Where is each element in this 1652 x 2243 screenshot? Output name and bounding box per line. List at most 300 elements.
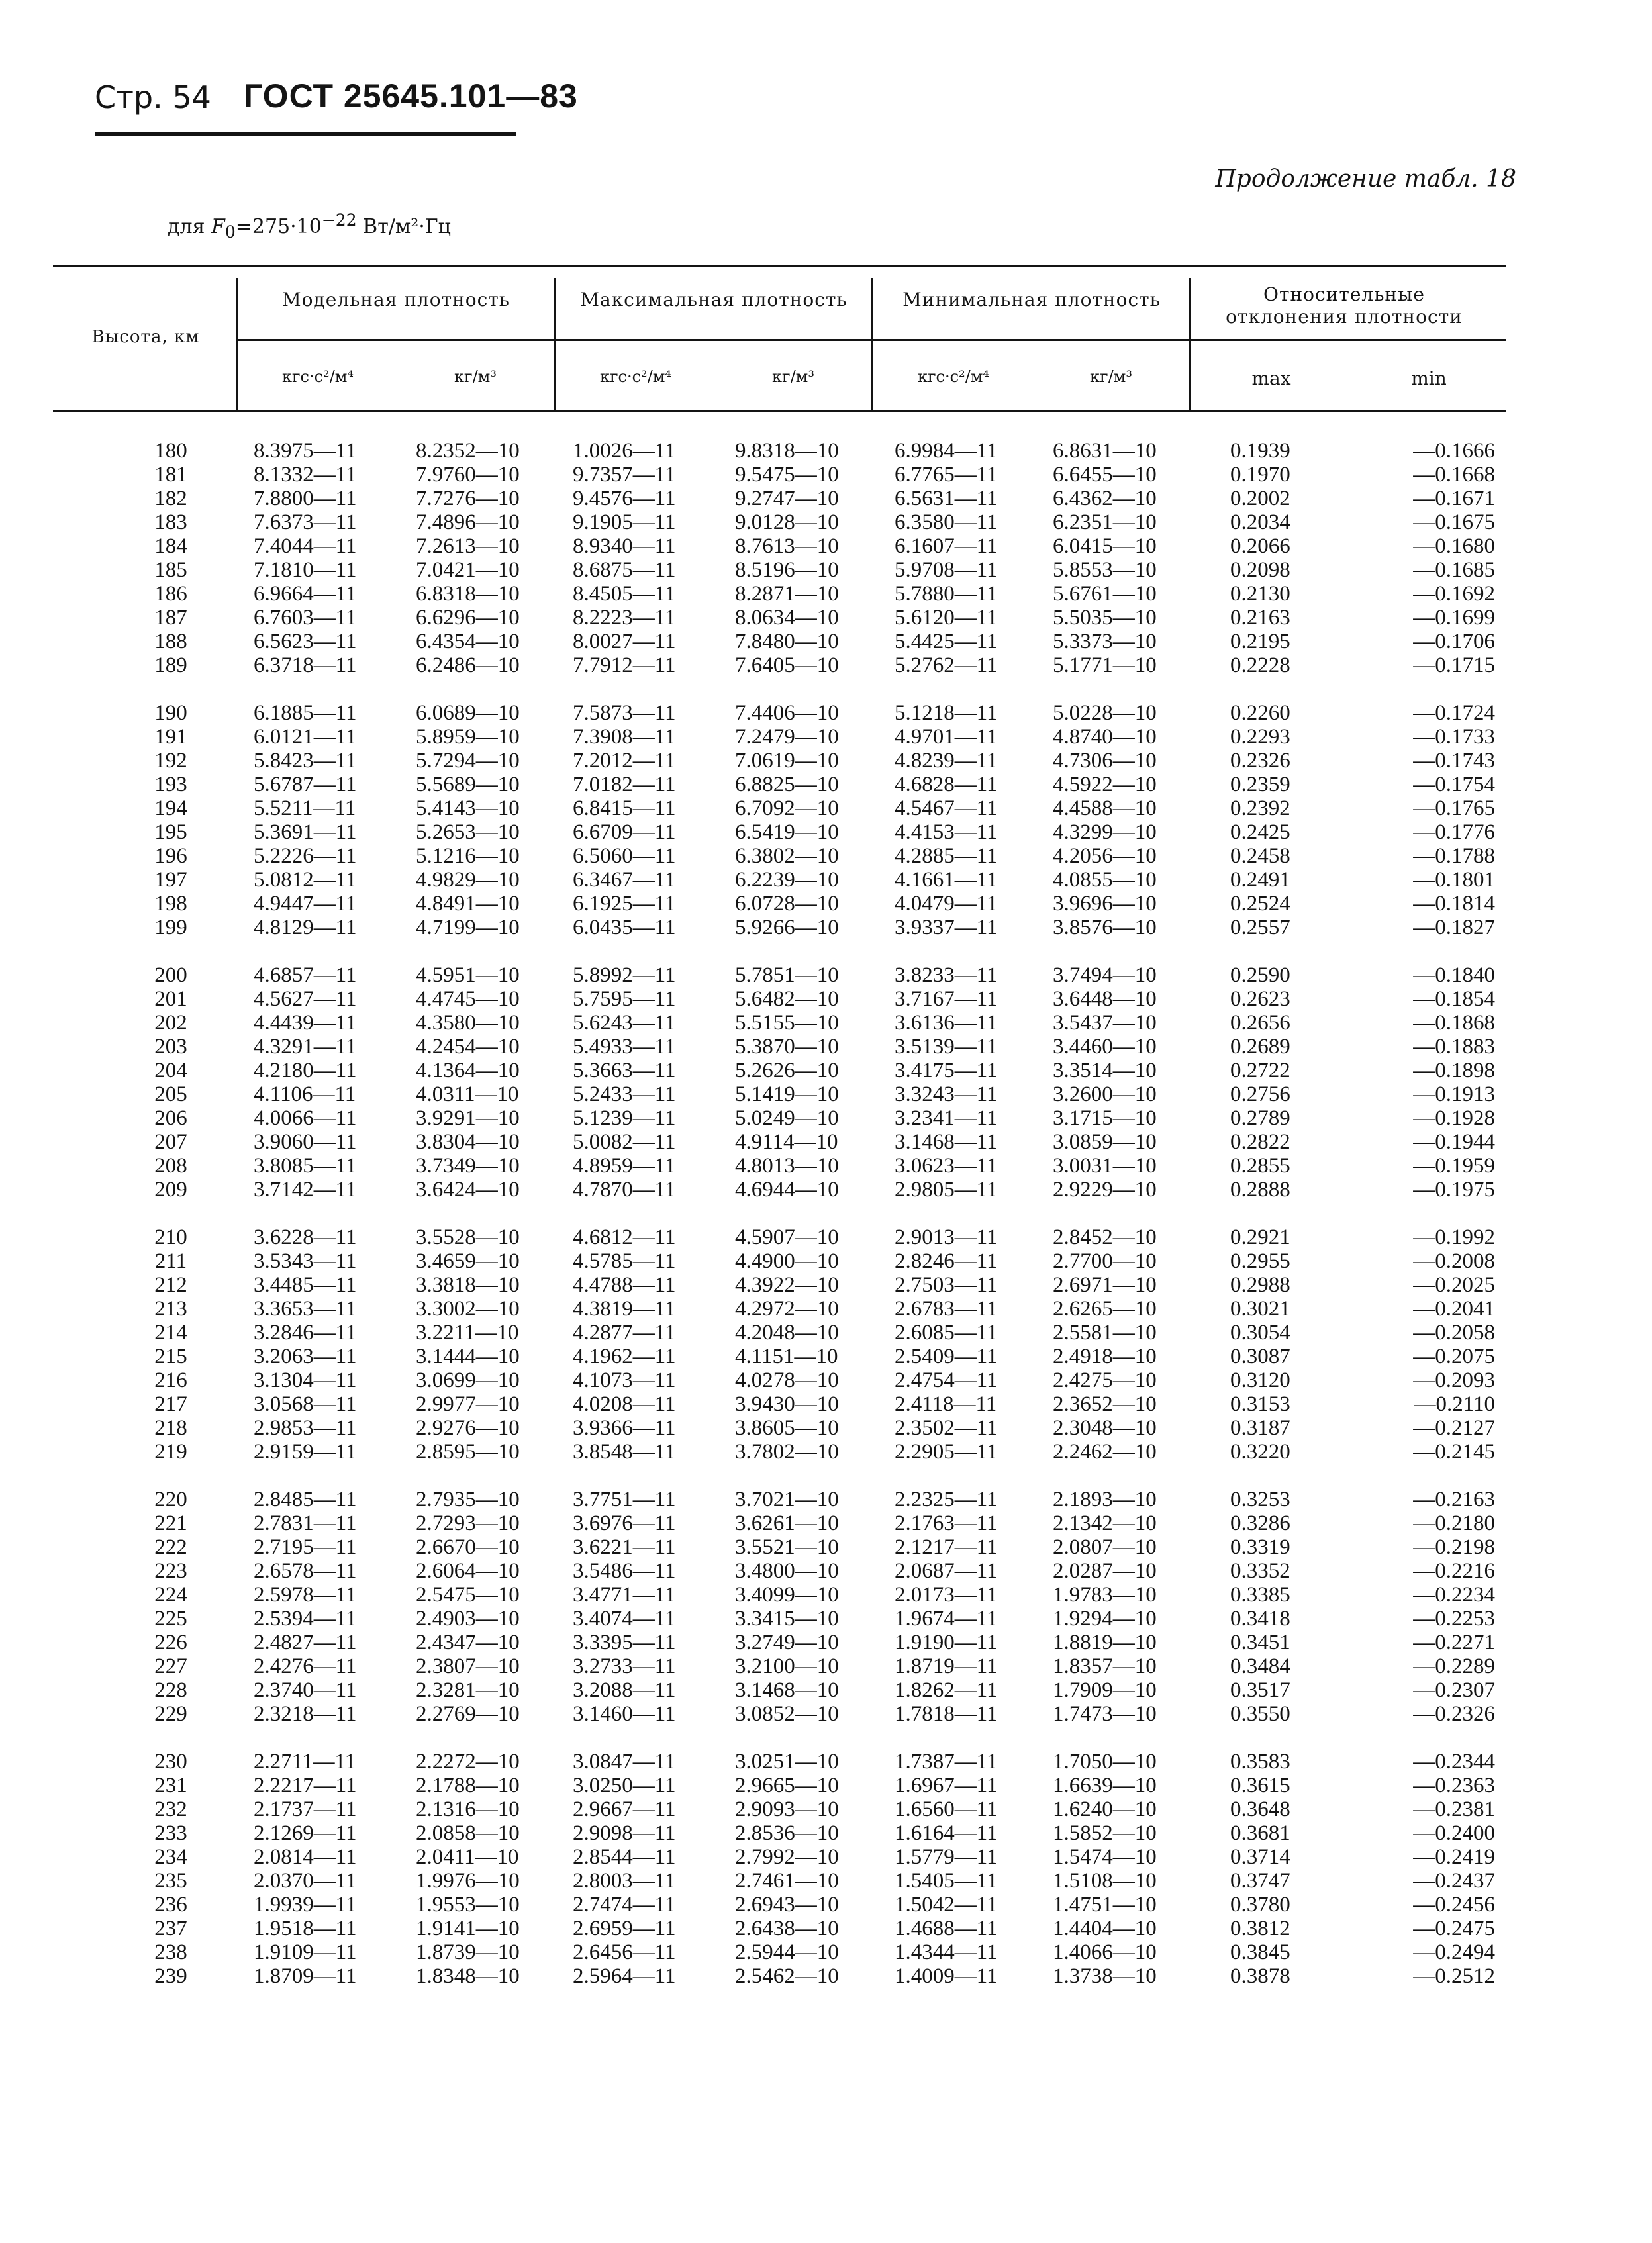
cell-rel-max: 0.3780 <box>1230 1893 1290 1917</box>
cell-rel-min: —0.2271 <box>1413 1631 1495 1654</box>
cell-min-kgs: 1.9674—11 <box>895 1607 998 1631</box>
cell-max-kgs: 5.2433—11 <box>573 1082 676 1106</box>
table-row <box>95 1297 1516 1321</box>
cell-model-kg: 5.4143—10 <box>416 796 520 820</box>
cell-min-kgs: 1.6164—11 <box>895 1821 998 1845</box>
cell-rel-min: —0.2163 <box>1413 1488 1495 1511</box>
cell-max-kg: 8.5196—10 <box>735 558 839 582</box>
cell-model-kgs: 7.1810—11 <box>254 558 357 582</box>
cell-model-kg: 5.7294—10 <box>416 749 520 773</box>
row-group <box>95 963 1516 1202</box>
cell-rel-min: —0.1733 <box>1413 725 1495 749</box>
table-row <box>95 1821 1516 1845</box>
header-rule <box>95 132 516 136</box>
cell-min-kg: 1.7473—10 <box>1053 1702 1157 1726</box>
cell-model-kgs: 2.6578—11 <box>254 1559 357 1583</box>
cell-height-km: 239 <box>154 1964 187 1988</box>
table-row <box>95 1225 1516 1249</box>
cell-model-kgs: 3.2063—11 <box>254 1345 357 1368</box>
cell-model-kgs: 2.2711—11 <box>254 1750 356 1774</box>
cell-max-kgs: 2.8544—11 <box>573 1845 676 1869</box>
cell-max-kg: 8.7613—10 <box>735 534 839 558</box>
table-top-rule <box>53 265 1506 267</box>
cell-min-kg: 1.4404—10 <box>1053 1917 1157 1940</box>
cell-max-kg: 2.9665—10 <box>735 1774 839 1797</box>
cell-model-kgs: 3.5343—11 <box>254 1249 357 1273</box>
cell-min-kgs: 1.8262—11 <box>895 1678 998 1702</box>
row-group <box>95 1488 1516 1726</box>
cell-rel-min: —0.1671 <box>1413 487 1495 510</box>
cell-min-kg: 3.2600—10 <box>1053 1082 1157 1106</box>
cell-model-kgs: 4.0066—11 <box>254 1106 357 1130</box>
cell-model-kgs: 7.6373—11 <box>254 510 357 534</box>
cell-model-kgs: 2.7831—11 <box>254 1511 357 1535</box>
row-group <box>95 1225 1516 1464</box>
cell-model-kgs: 8.1332—11 <box>254 463 357 487</box>
table-row <box>95 1154 1516 1178</box>
cell-max-kgs: 3.6976—11 <box>573 1511 676 1535</box>
cell-max-kgs: 2.6456—11 <box>573 1940 676 1964</box>
cell-min-kg: 3.8576—10 <box>1053 916 1157 939</box>
cell-height-km: 181 <box>154 463 187 487</box>
cell-model-kgs: 5.0812—11 <box>254 868 357 892</box>
cell-rel-max: 0.2293 <box>1230 725 1290 749</box>
cell-model-kg: 2.0858—10 <box>416 1821 520 1845</box>
cell-min-kg: 2.0287—10 <box>1053 1559 1157 1583</box>
cell-max-kg: 4.8013—10 <box>735 1154 839 1178</box>
cell-height-km: 205 <box>154 1082 187 1106</box>
cell-height-km: 230 <box>154 1750 187 1774</box>
cell-min-kg: 4.2056—10 <box>1053 844 1157 868</box>
cell-rel-max: 0.2392 <box>1230 796 1290 820</box>
cell-rel-min: —0.2381 <box>1413 1797 1495 1821</box>
cell-model-kg: 4.7199—10 <box>416 916 520 939</box>
unit-min-kg: кг/м³ <box>1090 367 1132 386</box>
cell-model-kgs: 2.1269—11 <box>254 1821 357 1845</box>
table-row <box>95 868 1516 892</box>
cell-min-kg: 3.5437—10 <box>1053 1011 1157 1035</box>
cell-min-kgs: 4.5467—11 <box>895 796 998 820</box>
cell-rel-max: 0.1939 <box>1230 439 1290 463</box>
cell-max-kgs: 2.8003—11 <box>573 1869 676 1893</box>
cell-min-kgs: 5.2762—11 <box>895 653 998 677</box>
cell-height-km: 232 <box>154 1797 187 1821</box>
cell-max-kg: 4.2972—10 <box>735 1297 839 1321</box>
cell-max-kg: 3.1468—10 <box>735 1678 839 1702</box>
cell-model-kgs: 4.4439—11 <box>254 1011 357 1035</box>
cell-model-kg: 3.9291—10 <box>416 1106 520 1130</box>
cell-max-kgs: 4.0208—11 <box>573 1392 676 1416</box>
cell-rel-min: —0.2456 <box>1413 1893 1495 1917</box>
cell-min-kgs: 2.5409—11 <box>895 1345 998 1368</box>
standard-title: ГОСТ 25645.101—83 <box>244 77 578 115</box>
cell-model-kgs: 2.7195—11 <box>254 1535 357 1559</box>
cell-rel-min: —0.1743 <box>1413 749 1495 773</box>
cell-model-kg: 7.4896—10 <box>416 510 520 534</box>
cell-rel-min: —0.1975 <box>1413 1178 1495 1202</box>
cell-max-kgs: 5.3663—11 <box>573 1059 676 1082</box>
cell-rel-max: 0.2822 <box>1230 1130 1290 1154</box>
cell-model-kgs: 2.3740—11 <box>254 1678 357 1702</box>
cell-rel-max: 0.3054 <box>1230 1321 1290 1345</box>
formula-unit: Вт/м²·Гц <box>356 215 451 238</box>
formula-prefix: для <box>168 215 205 238</box>
cell-min-kgs: 3.5139—11 <box>895 1035 998 1059</box>
table-row <box>95 1750 1516 1774</box>
cell-model-kgs: 5.3691—11 <box>254 820 357 844</box>
cell-min-kg: 2.6971—10 <box>1053 1273 1157 1297</box>
cell-rel-min: —0.2475 <box>1413 1917 1495 1940</box>
cell-height-km: 209 <box>154 1178 187 1202</box>
cell-model-kg: 2.9276—10 <box>416 1416 520 1440</box>
cell-rel-min: —0.1898 <box>1413 1059 1495 1082</box>
header-height: Высота, км <box>91 327 200 347</box>
cell-model-kg: 3.0699—10 <box>416 1368 520 1392</box>
cell-min-kg: 6.6455—10 <box>1053 463 1157 487</box>
cell-rel-max: 0.2789 <box>1230 1106 1290 1130</box>
cell-height-km: 236 <box>154 1893 187 1917</box>
cell-rel-max: 0.2888 <box>1230 1178 1290 1202</box>
table-row <box>95 1607 1516 1631</box>
cell-height-km: 182 <box>154 487 187 510</box>
cell-min-kgs: 4.0479—11 <box>895 892 998 916</box>
cell-min-kgs: 2.8246—11 <box>895 1249 998 1273</box>
cell-height-km: 216 <box>154 1368 187 1392</box>
cell-min-kgs: 5.7880—11 <box>895 582 998 606</box>
cell-min-kg: 2.4918—10 <box>1053 1345 1157 1368</box>
cell-min-kgs: 2.6085—11 <box>895 1321 998 1345</box>
cell-model-kgs: 1.9109—11 <box>254 1940 357 1964</box>
cell-height-km: 191 <box>154 725 187 749</box>
cell-model-kg: 5.8959—10 <box>416 725 520 749</box>
cell-height-km: 180 <box>154 439 187 463</box>
table-row <box>95 749 1516 773</box>
continuation-note: Продолжение табл. 18 <box>1215 166 1516 193</box>
cell-height-km: 186 <box>154 582 187 606</box>
cell-max-kgs: 5.8992—11 <box>573 963 676 987</box>
cell-rel-min: —0.2008 <box>1413 1249 1495 1273</box>
table-row <box>95 1082 1516 1106</box>
cell-model-kgs: 6.3718—11 <box>254 653 357 677</box>
table-row <box>95 963 1516 987</box>
table-row <box>95 892 1516 916</box>
cell-rel-max: 0.3418 <box>1230 1607 1290 1631</box>
cell-max-kg: 2.8536—10 <box>735 1821 839 1845</box>
cell-rel-min: —0.2512 <box>1413 1964 1495 1988</box>
cell-rel-min: —0.1992 <box>1413 1225 1495 1249</box>
cell-min-kg: 6.4362—10 <box>1053 487 1157 510</box>
cell-model-kg: 3.6424—10 <box>416 1178 520 1202</box>
cell-max-kgs: 7.7912—11 <box>573 653 676 677</box>
table-row <box>95 1416 1516 1440</box>
table-row <box>95 487 1516 510</box>
cell-max-kgs: 5.4933—11 <box>573 1035 676 1059</box>
cell-min-kgs: 6.1607—11 <box>895 534 998 558</box>
cell-max-kgs: 3.9366—11 <box>573 1416 676 1440</box>
cell-rel-min: —0.2216 <box>1413 1559 1495 1583</box>
cell-min-kgs: 1.9190—11 <box>895 1631 998 1654</box>
cell-model-kg: 4.0311—10 <box>416 1082 519 1106</box>
cell-max-kg: 8.0634—10 <box>735 606 839 630</box>
cell-max-kg: 7.0619—10 <box>735 749 839 773</box>
cell-max-kgs: 7.5873—11 <box>573 701 676 725</box>
cell-model-kgs: 1.8709—11 <box>254 1964 357 1988</box>
cell-model-kg: 4.5951—10 <box>416 963 520 987</box>
cell-height-km: 203 <box>154 1035 187 1059</box>
cell-max-kg: 3.7802—10 <box>735 1440 839 1464</box>
cell-min-kg: 2.9229—10 <box>1053 1178 1157 1202</box>
unit-model-kgs: кгс·с²/м⁴ <box>281 367 354 386</box>
cell-min-kg: 4.0855—10 <box>1053 868 1157 892</box>
unit-rel-max: max <box>1251 367 1291 389</box>
cell-max-kgs: 9.1905—11 <box>573 510 676 534</box>
table-row <box>95 1917 1516 1940</box>
cell-min-kg: 3.9696—10 <box>1053 892 1157 916</box>
cell-model-kgs: 3.6228—11 <box>254 1225 357 1249</box>
cell-rel-min: —0.1854 <box>1413 987 1495 1011</box>
cell-rel-min: —0.1715 <box>1413 653 1495 677</box>
cell-height-km: 212 <box>154 1273 187 1297</box>
cell-max-kg: 3.8605—10 <box>735 1416 839 1440</box>
cell-max-kgs: 4.3819—11 <box>573 1297 676 1321</box>
cell-rel-max: 0.2130 <box>1230 582 1290 606</box>
cell-rel-max: 0.2590 <box>1230 963 1290 987</box>
cell-rel-min: —0.1668 <box>1413 463 1495 487</box>
cell-model-kgs: 6.9664—11 <box>254 582 357 606</box>
cell-min-kgs: 6.5631—11 <box>895 487 998 510</box>
cell-model-kgs: 4.6857—11 <box>254 963 357 987</box>
cell-rel-max: 0.2034 <box>1230 510 1290 534</box>
table-row <box>95 1631 1516 1654</box>
table-row <box>95 1964 1516 1988</box>
cell-rel-min: —0.2145 <box>1413 1440 1495 1464</box>
page-number: Стр. 54 <box>95 79 211 115</box>
cell-model-kgs: 2.2217—11 <box>254 1774 357 1797</box>
cell-min-kgs: 2.1763—11 <box>895 1511 998 1535</box>
cell-min-kgs: 4.4153—11 <box>895 820 998 844</box>
cell-height-km: 229 <box>154 1702 187 1726</box>
cell-min-kg: 1.7050—10 <box>1053 1750 1157 1774</box>
cell-rel-min: —0.1675 <box>1413 510 1495 534</box>
cell-max-kgs: 9.7357—11 <box>573 463 676 487</box>
cell-min-kg: 5.0228—10 <box>1053 701 1157 725</box>
cell-height-km: 195 <box>154 820 187 844</box>
cell-min-kgs: 1.4009—11 <box>895 1964 998 1988</box>
cell-max-kg: 2.7992—10 <box>735 1845 839 1869</box>
cell-min-kgs: 1.4344—11 <box>895 1940 998 1964</box>
cell-max-kg: 5.6482—10 <box>735 987 839 1011</box>
cell-rel-max: 0.2557 <box>1230 916 1290 939</box>
header-model-density: Модельная плотность <box>281 289 510 310</box>
cell-rel-min: —0.2025 <box>1413 1273 1495 1297</box>
cell-max-kgs: 3.1460—11 <box>573 1702 676 1726</box>
cell-model-kgs: 2.1737—11 <box>254 1797 357 1821</box>
cell-min-kgs: 4.8239—11 <box>895 749 998 773</box>
cell-max-kg: 4.3922—10 <box>735 1273 839 1297</box>
cell-min-kg: 1.4751—10 <box>1053 1893 1157 1917</box>
cell-min-kgs: 2.9013—11 <box>895 1225 998 1249</box>
cell-rel-min: —0.2198 <box>1413 1535 1495 1559</box>
table-row <box>95 1774 1516 1797</box>
cell-min-kgs: 1.5042—11 <box>895 1893 998 1917</box>
cell-rel-max: 0.3253 <box>1230 1488 1290 1511</box>
table-row <box>95 796 1516 820</box>
cell-height-km: 221 <box>154 1511 187 1535</box>
cell-max-kgs: 7.0182—11 <box>573 773 676 796</box>
cell-model-kgs: 2.5978—11 <box>254 1583 357 1607</box>
cell-max-kg: 2.6943—10 <box>735 1893 839 1917</box>
table-row <box>95 1797 1516 1821</box>
cell-rel-min: —0.1883 <box>1413 1035 1495 1059</box>
cell-rel-min: —0.2326 <box>1413 1702 1495 1726</box>
cell-min-kg: 2.4275—10 <box>1053 1368 1157 1392</box>
cell-model-kgs: 4.8129—11 <box>254 916 357 939</box>
cell-model-kg: 7.0421—10 <box>416 558 520 582</box>
table-row <box>95 1273 1516 1297</box>
cell-max-kg: 3.4099—10 <box>735 1583 839 1607</box>
cell-max-kgs: 5.6243—11 <box>573 1011 676 1035</box>
cell-max-kgs: 4.5785—11 <box>573 1249 676 1273</box>
cell-rel-min: —0.2400 <box>1413 1821 1495 1845</box>
cell-min-kg: 1.5108—10 <box>1053 1869 1157 1893</box>
cell-model-kg: 6.2486—10 <box>416 653 520 677</box>
density-table-body <box>95 439 1516 2012</box>
cell-rel-max: 0.3120 <box>1230 1368 1290 1392</box>
header-min-density: Минимальная плотность <box>902 289 1161 310</box>
cell-min-kgs: 5.6120—11 <box>895 606 998 630</box>
cell-min-kg: 2.8452—10 <box>1053 1225 1157 1249</box>
cell-min-kg: 4.8740—10 <box>1053 725 1157 749</box>
cell-rel-min: —0.2234 <box>1413 1583 1495 1607</box>
cell-max-kgs: 4.1962—11 <box>573 1345 676 1368</box>
cell-min-kgs: 4.6828—11 <box>895 773 998 796</box>
cell-height-km: 185 <box>154 558 187 582</box>
table-row <box>95 844 1516 868</box>
cell-max-kgs: 7.2012—11 <box>573 749 676 773</box>
table-row <box>95 1011 1516 1035</box>
cell-rel-min: —0.2127 <box>1413 1416 1495 1440</box>
cell-rel-min: —0.1724 <box>1413 701 1495 725</box>
cell-max-kg: 7.2479—10 <box>735 725 839 749</box>
cell-max-kg: 6.8825—10 <box>735 773 839 796</box>
table-row <box>95 1869 1516 1893</box>
cell-model-kg: 2.3807—10 <box>416 1654 520 1678</box>
table-row <box>95 463 1516 487</box>
cell-min-kgs: 1.8719—11 <box>895 1654 998 1678</box>
cell-rel-max: 0.1970 <box>1230 463 1290 487</box>
cell-rel-max: 0.2689 <box>1230 1035 1290 1059</box>
cell-min-kg: 5.8553—10 <box>1053 558 1157 582</box>
cell-rel-min: —0.2253 <box>1413 1607 1495 1631</box>
cell-model-kgs: 2.0814—11 <box>254 1845 357 1869</box>
cell-min-kgs: 2.3502—11 <box>895 1416 998 1440</box>
cell-rel-min: —0.1699 <box>1413 606 1495 630</box>
cell-model-kgs: 3.8085—11 <box>254 1154 357 1178</box>
formula-var: F <box>211 215 225 238</box>
cell-model-kg: 2.5475—10 <box>416 1583 520 1607</box>
cell-min-kg: 4.7306—10 <box>1053 749 1157 773</box>
table-row <box>95 1559 1516 1583</box>
table-row <box>95 534 1516 558</box>
cell-max-kgs: 1.0026—11 <box>573 439 676 463</box>
cell-model-kg: 1.8739—10 <box>416 1940 520 1964</box>
cell-height-km: 189 <box>154 653 187 677</box>
cell-height-km: 202 <box>154 1011 187 1035</box>
cell-min-kgs: 1.7818—11 <box>895 1702 998 1726</box>
cell-height-km: 218 <box>154 1416 187 1440</box>
cell-min-kgs: 4.9701—11 <box>895 725 998 749</box>
table-row <box>95 1178 1516 1202</box>
cell-min-kg: 1.5474—10 <box>1053 1845 1157 1869</box>
cell-max-kgs: 4.8959—11 <box>573 1154 676 1178</box>
cell-min-kgs: 2.7503—11 <box>895 1273 998 1297</box>
cell-min-kgs: 2.9805—11 <box>895 1178 998 1202</box>
cell-model-kgs: 6.0121—11 <box>254 725 357 749</box>
cell-model-kgs: 4.5627—11 <box>254 987 357 1011</box>
cell-min-kg: 1.6639—10 <box>1053 1774 1157 1797</box>
cell-rel-min: —0.1913 <box>1413 1082 1495 1106</box>
cell-min-kg: 6.0415—10 <box>1053 534 1157 558</box>
cell-rel-min: —0.1959 <box>1413 1154 1495 1178</box>
cell-min-kg: 1.8819—10 <box>1053 1631 1157 1654</box>
cell-height-km: 206 <box>154 1106 187 1130</box>
table-row <box>95 916 1516 939</box>
cell-min-kgs: 2.4118—11 <box>895 1392 997 1416</box>
cell-height-km: 204 <box>154 1059 187 1082</box>
table-row <box>95 1106 1516 1130</box>
cell-max-kg: 7.6405—10 <box>735 653 839 677</box>
cell-max-kg: 4.5907—10 <box>735 1225 839 1249</box>
table-row <box>95 606 1516 630</box>
cell-height-km: 184 <box>154 534 187 558</box>
cell-rel-max: 0.3187 <box>1230 1416 1290 1440</box>
cell-max-kg: 7.4406—10 <box>735 701 839 725</box>
cell-rel-max: 0.3451 <box>1230 1631 1290 1654</box>
header-relative-deviation: Относительные отклонения плотности <box>1226 283 1463 328</box>
table-row <box>95 1345 1516 1368</box>
cell-min-kg: 1.8357—10 <box>1053 1654 1157 1678</box>
cell-max-kg: 4.2048—10 <box>735 1321 839 1345</box>
cell-max-kgs: 3.6221—11 <box>573 1535 676 1559</box>
cell-rel-min: —0.1706 <box>1413 630 1495 653</box>
cell-height-km: 225 <box>154 1607 187 1631</box>
table-row <box>95 1940 1516 1964</box>
cell-height-km: 234 <box>154 1845 187 1869</box>
cell-height-km: 201 <box>154 987 187 1011</box>
cell-height-km: 192 <box>154 749 187 773</box>
cell-rel-min: —0.2363 <box>1413 1774 1495 1797</box>
cell-model-kgs: 3.2846—11 <box>254 1321 357 1345</box>
cell-model-kgs: 3.7142—11 <box>254 1178 357 1202</box>
cell-max-kgs: 7.3908—11 <box>573 725 676 749</box>
cell-rel-min: —0.1868 <box>1413 1011 1495 1035</box>
cell-min-kg: 2.6265—10 <box>1053 1297 1157 1321</box>
cell-max-kgs: 6.5060—11 <box>573 844 676 868</box>
cell-min-kgs: 2.0687—11 <box>895 1559 998 1583</box>
cell-model-kgs: 4.9447—11 <box>254 892 357 916</box>
cell-rel-max: 0.3681 <box>1230 1821 1290 1845</box>
cell-max-kg: 3.2749—10 <box>735 1631 839 1654</box>
cell-rel-min: —0.1814 <box>1413 892 1495 916</box>
cell-rel-max: 0.2066 <box>1230 534 1290 558</box>
cell-max-kgs: 4.7870—11 <box>573 1178 676 1202</box>
cell-rel-min: —0.1827 <box>1413 916 1495 939</box>
cell-max-kg: 6.7092—10 <box>735 796 839 820</box>
table-row <box>95 1654 1516 1678</box>
cell-model-kg: 2.9977—10 <box>416 1392 520 1416</box>
table-row <box>95 1059 1516 1082</box>
cell-rel-min: —0.1765 <box>1413 796 1495 820</box>
